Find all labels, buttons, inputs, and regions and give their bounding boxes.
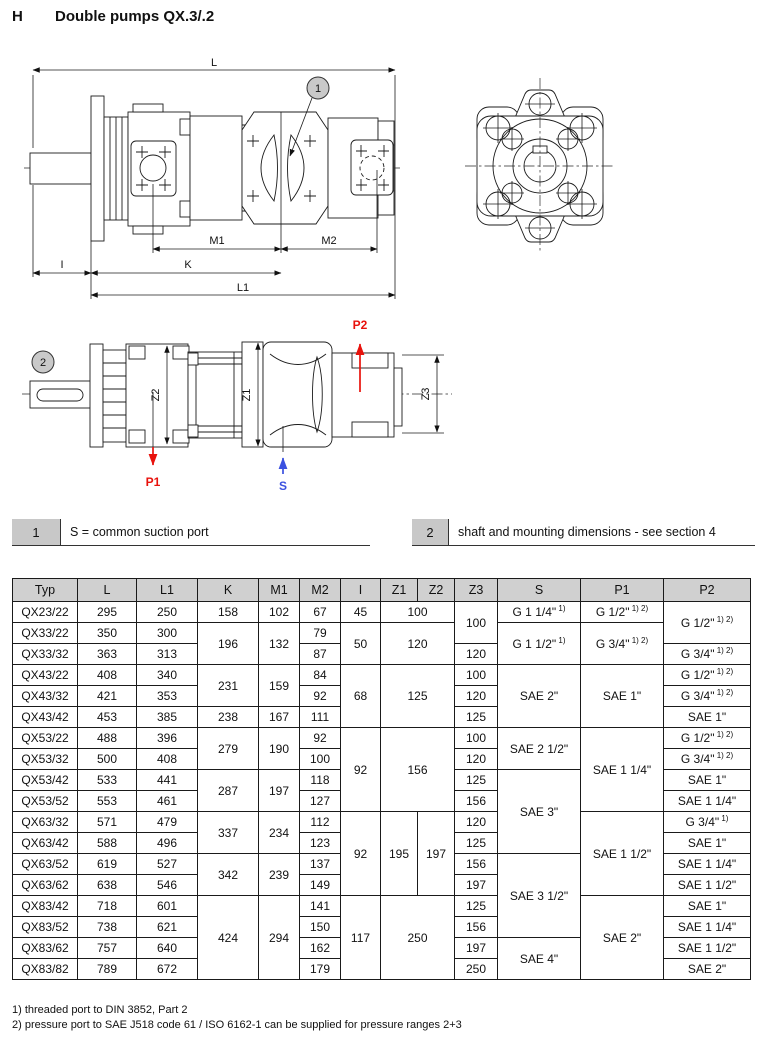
table-cell: 123 — [300, 833, 341, 854]
table-cell: 231 — [198, 665, 259, 707]
typ-cell: QX53/52 — [13, 791, 78, 812]
table-cell: G 1 1/2" $^{1)}$ — [498, 623, 581, 665]
footnote-2: 2) pressure port to SAE J518 code 61 / ISO 6162-1 can be supplied for pressure ranges 2+3 — [12, 1019, 462, 1031]
table-cell: SAE 2" — [664, 959, 751, 980]
table-cell: G 3/4" $^{1) 2)}$ — [664, 686, 751, 707]
table-cell: 125 — [455, 707, 498, 728]
typ-cell: QX43/22 — [13, 665, 78, 686]
side-view-drawing — [24, 57, 400, 299]
typ-cell: QX53/42 — [13, 770, 78, 791]
column-header-s: S — [498, 579, 581, 602]
table-cell: SAE 3 1/2" — [498, 854, 581, 938]
table-cell: 125 — [455, 770, 498, 791]
table-cell: G 1/2" $^{1) 2)}$ — [664, 665, 751, 686]
typ-cell: QX43/42 — [13, 707, 78, 728]
table-cell: SAE 2" — [498, 665, 581, 728]
table-cell: 100 — [381, 602, 455, 623]
typ-cell: QX43/32 — [13, 686, 78, 707]
column-header-m2: M2 — [300, 579, 341, 602]
table-cell: SAE 1" — [581, 665, 664, 728]
page-title: Double pumps QX.3/.2 — [55, 8, 215, 25]
table-cell: SAE 4" — [498, 938, 581, 980]
typ-cell: QX83/62 — [13, 938, 78, 959]
typ-cell: QX63/62 — [13, 875, 78, 896]
table-cell: 125 — [455, 896, 498, 917]
port-label-s: S — [278, 479, 288, 493]
table-cell: 137 — [300, 854, 341, 875]
page-header — [12, 8, 214, 25]
table-cell: 350 — [78, 623, 137, 644]
table-cell: 92 — [300, 686, 341, 707]
table-cell: 141 — [300, 896, 341, 917]
table-cell: 461 — [137, 791, 198, 812]
table-cell: 100 — [455, 728, 498, 749]
table-cell: 159 — [259, 665, 300, 707]
column-header-l: L — [78, 579, 137, 602]
table-cell: 250 — [455, 959, 498, 980]
column-header-z1: Z1 — [381, 579, 418, 602]
dimension-table — [12, 578, 751, 980]
column-header-m1: M1 — [259, 579, 300, 602]
table-cell: 342 — [198, 854, 259, 896]
table-cell: 546 — [137, 875, 198, 896]
table-cell: SAE 1 1/4" — [664, 854, 751, 875]
table-cell: 92 — [341, 728, 381, 812]
table-cell: 158 — [198, 602, 259, 623]
table-row — [13, 728, 751, 749]
table-cell: 150 — [300, 917, 341, 938]
table-cell: G 3/4" $^{1) 2)}$ — [664, 644, 751, 665]
table-cell: 120 — [455, 644, 498, 665]
table-cell: G 1/2" $^{1) 2)}$ — [664, 728, 751, 749]
table-cell: 120 — [381, 623, 455, 665]
dim-label-k: K — [184, 259, 192, 271]
typ-cell: QX63/32 — [13, 812, 78, 833]
table-cell: 197 — [418, 812, 455, 896]
table-cell: 488 — [78, 728, 137, 749]
table-cell: SAE 1" — [664, 707, 751, 728]
table-cell: 396 — [137, 728, 198, 749]
table-cell: 300 — [137, 623, 198, 644]
table-cell: 295 — [78, 602, 137, 623]
table-cell: 363 — [78, 644, 137, 665]
table-cell: G 3/4" $^{1)}$ — [664, 812, 751, 833]
dim-label-m1: M1 — [209, 235, 225, 247]
footnotes — [12, 1003, 462, 1033]
top-view-drawing — [22, 318, 452, 493]
table-cell: 527 — [137, 854, 198, 875]
section-letter: H — [12, 8, 23, 25]
table-cell: 408 — [78, 665, 137, 686]
typ-cell: QX53/32 — [13, 749, 78, 770]
table-cell: 588 — [78, 833, 137, 854]
table-cell: SAE 1" — [664, 833, 751, 854]
table-cell: 337 — [198, 812, 259, 854]
typ-cell: QX33/22 — [13, 623, 78, 644]
table-cell: 496 — [137, 833, 198, 854]
typ-cell: QX83/42 — [13, 896, 78, 917]
column-header-k: K — [198, 579, 259, 602]
port-label-p2: P2 — [352, 318, 368, 332]
table-cell: 250 — [137, 602, 198, 623]
table-cell: 132 — [259, 623, 300, 665]
table-cell: 125 — [455, 833, 498, 854]
table-cell: 571 — [78, 812, 137, 833]
typ-cell: QX23/22 — [13, 602, 78, 623]
column-header-l1: L1 — [137, 579, 198, 602]
table-cell: 234 — [259, 812, 300, 854]
table-cell: SAE 1 1/4" — [581, 728, 664, 812]
table-cell: 127 — [300, 791, 341, 812]
table-cell: 167 — [259, 707, 300, 728]
legend-callout-2 — [412, 519, 755, 546]
table-cell: 68 — [341, 665, 381, 728]
table-cell: 156 — [455, 791, 498, 812]
table-cell: SAE 2 1/2" — [498, 728, 581, 770]
table-cell: 601 — [137, 896, 198, 917]
table-cell: 195 — [381, 812, 418, 896]
typ-cell: QX63/52 — [13, 854, 78, 875]
table-row — [13, 812, 751, 833]
table-cell: SAE 1 1/4" — [664, 791, 751, 812]
table-cell: 408 — [137, 749, 198, 770]
port-label-p1: P1 — [145, 475, 161, 489]
table-cell: SAE 1" — [664, 896, 751, 917]
column-header-z2: Z2 — [418, 579, 455, 602]
table-cell: 533 — [78, 770, 137, 791]
dim-label-z3: Z3 — [420, 387, 432, 401]
table-cell: 92 — [341, 812, 381, 896]
table-cell: 120 — [455, 749, 498, 770]
column-header-p2: P2 — [664, 579, 751, 602]
table-cell: 238 — [198, 707, 259, 728]
table-cell: SAE 3" — [498, 770, 581, 854]
table-row — [13, 665, 751, 686]
column-header-p1: P1 — [581, 579, 664, 602]
table-cell: SAE 1 1/4" — [664, 917, 751, 938]
footnote-1: 1) threaded port to DIN 3852, Part 2 — [12, 1004, 188, 1016]
dim-label-z2: Z2 — [150, 388, 162, 402]
table-cell: G 1 1/4" $^{1)}$ — [498, 602, 581, 623]
table-cell: 718 — [78, 896, 137, 917]
table-cell: 640 — [137, 938, 198, 959]
table-cell: 156 — [455, 854, 498, 875]
table-cell: SAE 1 1/2" — [664, 938, 751, 959]
table-cell: 111 — [300, 707, 341, 728]
callout-2-number: 2 — [39, 357, 47, 369]
dim-label-m2: M2 — [321, 235, 337, 247]
table-cell: SAE 1 1/2" — [581, 812, 664, 896]
table-cell: 197 — [455, 938, 498, 959]
dim-label-l1: L1 — [236, 282, 250, 294]
table-cell: 250 — [381, 896, 455, 980]
table-cell: 453 — [78, 707, 137, 728]
legend-callout-1 — [12, 519, 370, 546]
table-cell: 313 — [137, 644, 198, 665]
callout-1-number: 1 — [314, 83, 322, 95]
table-cell: 102 — [259, 602, 300, 623]
column-header-i: I — [341, 579, 381, 602]
table-cell: 621 — [137, 917, 198, 938]
table-cell: 279 — [198, 728, 259, 770]
table-row — [13, 896, 751, 917]
table-row — [13, 623, 751, 644]
table-cell: 100 — [455, 602, 498, 644]
table-cell: 340 — [137, 665, 198, 686]
table-cell: 738 — [78, 917, 137, 938]
dim-label-i: I — [60, 259, 64, 271]
technical-drawing — [0, 55, 759, 510]
table-cell: 117 — [341, 896, 381, 980]
table-cell: 156 — [381, 728, 455, 812]
table-cell: 149 — [300, 875, 341, 896]
table-cell: 156 — [455, 917, 498, 938]
table-cell: 112 — [300, 812, 341, 833]
dim-label-l: L — [210, 57, 218, 69]
legend-callout-1-number: 1 — [12, 519, 61, 545]
legend-callout-2-number: 2 — [412, 519, 449, 545]
table-cell: 190 — [259, 728, 300, 770]
table-cell: 672 — [137, 959, 198, 980]
table-cell: 79 — [300, 623, 341, 644]
typ-cell: QX53/22 — [13, 728, 78, 749]
table-cell: 789 — [78, 959, 137, 980]
table-cell: 239 — [259, 854, 300, 896]
column-header-z3: Z3 — [455, 579, 498, 602]
table-cell: 424 — [198, 896, 259, 980]
column-header-typ: Typ — [13, 579, 78, 602]
table-cell: 441 — [137, 770, 198, 791]
typ-cell: QX83/82 — [13, 959, 78, 980]
table-cell: 45 — [341, 602, 381, 623]
table-cell: 197 — [455, 875, 498, 896]
table-cell: 757 — [78, 938, 137, 959]
table-cell: 118 — [300, 770, 341, 791]
table-cell: 196 — [198, 623, 259, 665]
typ-cell: QX63/42 — [13, 833, 78, 854]
table-row — [13, 602, 751, 623]
table-cell: SAE 1 1/2" — [664, 875, 751, 896]
table-cell: 125 — [381, 665, 455, 728]
table-cell: 84 — [300, 665, 341, 686]
table-cell: 500 — [78, 749, 137, 770]
front-view-drawing — [465, 78, 615, 252]
typ-cell: QX83/52 — [13, 917, 78, 938]
table-cell: 100 — [300, 749, 341, 770]
table-cell: 197 — [259, 770, 300, 812]
table-cell: SAE 1" — [664, 770, 751, 791]
table-cell: SAE 2" — [581, 896, 664, 980]
table-cell: 421 — [78, 686, 137, 707]
table-cell: 67 — [300, 602, 341, 623]
typ-cell: QX33/32 — [13, 644, 78, 665]
table-cell: 50 — [341, 623, 381, 665]
table-cell: 385 — [137, 707, 198, 728]
legend-callout-1-text: S = common suction port — [70, 525, 209, 539]
table-cell: G 3/4" $^{1) 2)}$ — [664, 749, 751, 770]
table-cell: G 1/2" $^{1) 2)}$ — [664, 602, 751, 644]
table-cell: 92 — [300, 728, 341, 749]
table-cell: 553 — [78, 791, 137, 812]
table-cell: 162 — [300, 938, 341, 959]
table-cell: G 3/4" $^{1) 2)}$ — [581, 623, 664, 665]
table-cell: 87 — [300, 644, 341, 665]
table-cell: 479 — [137, 812, 198, 833]
table-cell: 120 — [455, 812, 498, 833]
table-cell: 638 — [78, 875, 137, 896]
table-cell: 619 — [78, 854, 137, 875]
table-cell: 353 — [137, 686, 198, 707]
table-cell: 120 — [455, 686, 498, 707]
table-cell: 100 — [455, 665, 498, 686]
dim-label-z1: Z1 — [241, 388, 253, 402]
legend-callout-2-text: shaft and mounting dimensions - see section 4 — [458, 525, 716, 539]
table-cell: 179 — [300, 959, 341, 980]
table-cell: 287 — [198, 770, 259, 812]
table-cell: G 1/2" $^{1) 2)}$ — [581, 602, 664, 623]
table-cell: 294 — [259, 896, 300, 980]
